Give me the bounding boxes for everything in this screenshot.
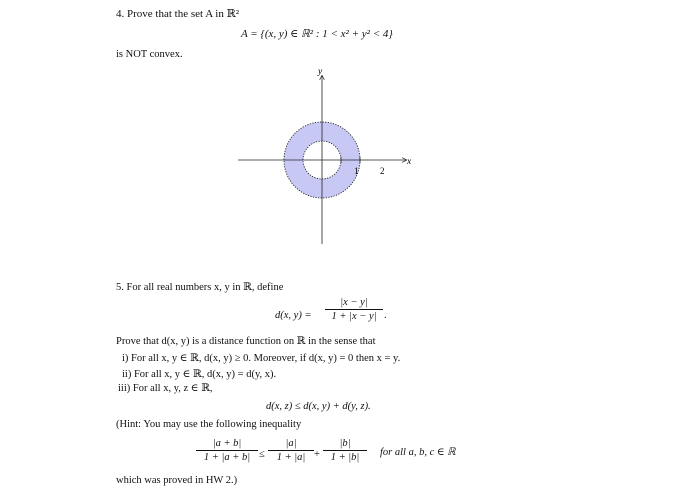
ineq-den-2: 1 + |a| (276, 452, 306, 463)
tick-1-label: 1 (354, 166, 359, 176)
triangle-inequality: d(x, z) ≤ d(x, y) + d(y, z). (266, 401, 371, 412)
distance-denominator: 1 + |x − y| (331, 311, 377, 322)
problem-4-heading: 4. Prove that the set A in ℝ² (116, 8, 240, 20)
x-axis-label: x (407, 157, 412, 167)
ineq-frac-2 (268, 438, 314, 463)
ineq-num-1: |a + b| (196, 438, 258, 451)
hint-text: (Hint: You may use the following inequality (116, 419, 302, 430)
annulus-figure (238, 64, 413, 246)
y-axis-label: y (318, 67, 323, 77)
prove-statement: Prove that d(x, y) is a distance function on ℝ in the sense that (116, 336, 376, 347)
property-ii: ii) For all x, y ∈ ℝ, d(x, y) = d(y, x). (122, 369, 277, 380)
ineq-frac-1 (196, 438, 258, 463)
ineq-frac-3 (323, 438, 367, 463)
hint-end: which was proved in HW 2.) (116, 475, 238, 486)
distance-period: . (384, 310, 387, 321)
ineq-num-2: |a| (268, 438, 314, 451)
ineq-plus: + (314, 449, 320, 460)
ineq-num-3: |b| (323, 438, 367, 451)
set-definition: A = {(x, y) ∈ ℝ² : 1 < x² + y² < 4} (241, 28, 393, 40)
ineq-condition: for all a, b, c ∈ ℝ (380, 447, 456, 458)
property-iii: iii) For all x, y, z ∈ ℝ, (118, 383, 213, 394)
ineq-den-3: 1 + |b| (330, 452, 360, 463)
ineq-le: ≤ (259, 449, 265, 460)
property-i: i) For all x, y ∈ ℝ, d(x, y) ≥ 0. Moreover, if d(x, y) = 0 then x = y. (122, 353, 401, 364)
distance-lhs: d(x, y) = (275, 310, 312, 321)
distance-numerator: |x − y| (325, 297, 383, 310)
ineq-den-1: 1 + |a + b| (203, 452, 251, 463)
distance-fraction (325, 297, 383, 322)
problem-5-heading: 5. For all real numbers x, y in ℝ, define (116, 282, 284, 293)
tick-2-label: 2 (380, 166, 385, 176)
problem-4-conclusion: is NOT convex. (116, 49, 183, 60)
